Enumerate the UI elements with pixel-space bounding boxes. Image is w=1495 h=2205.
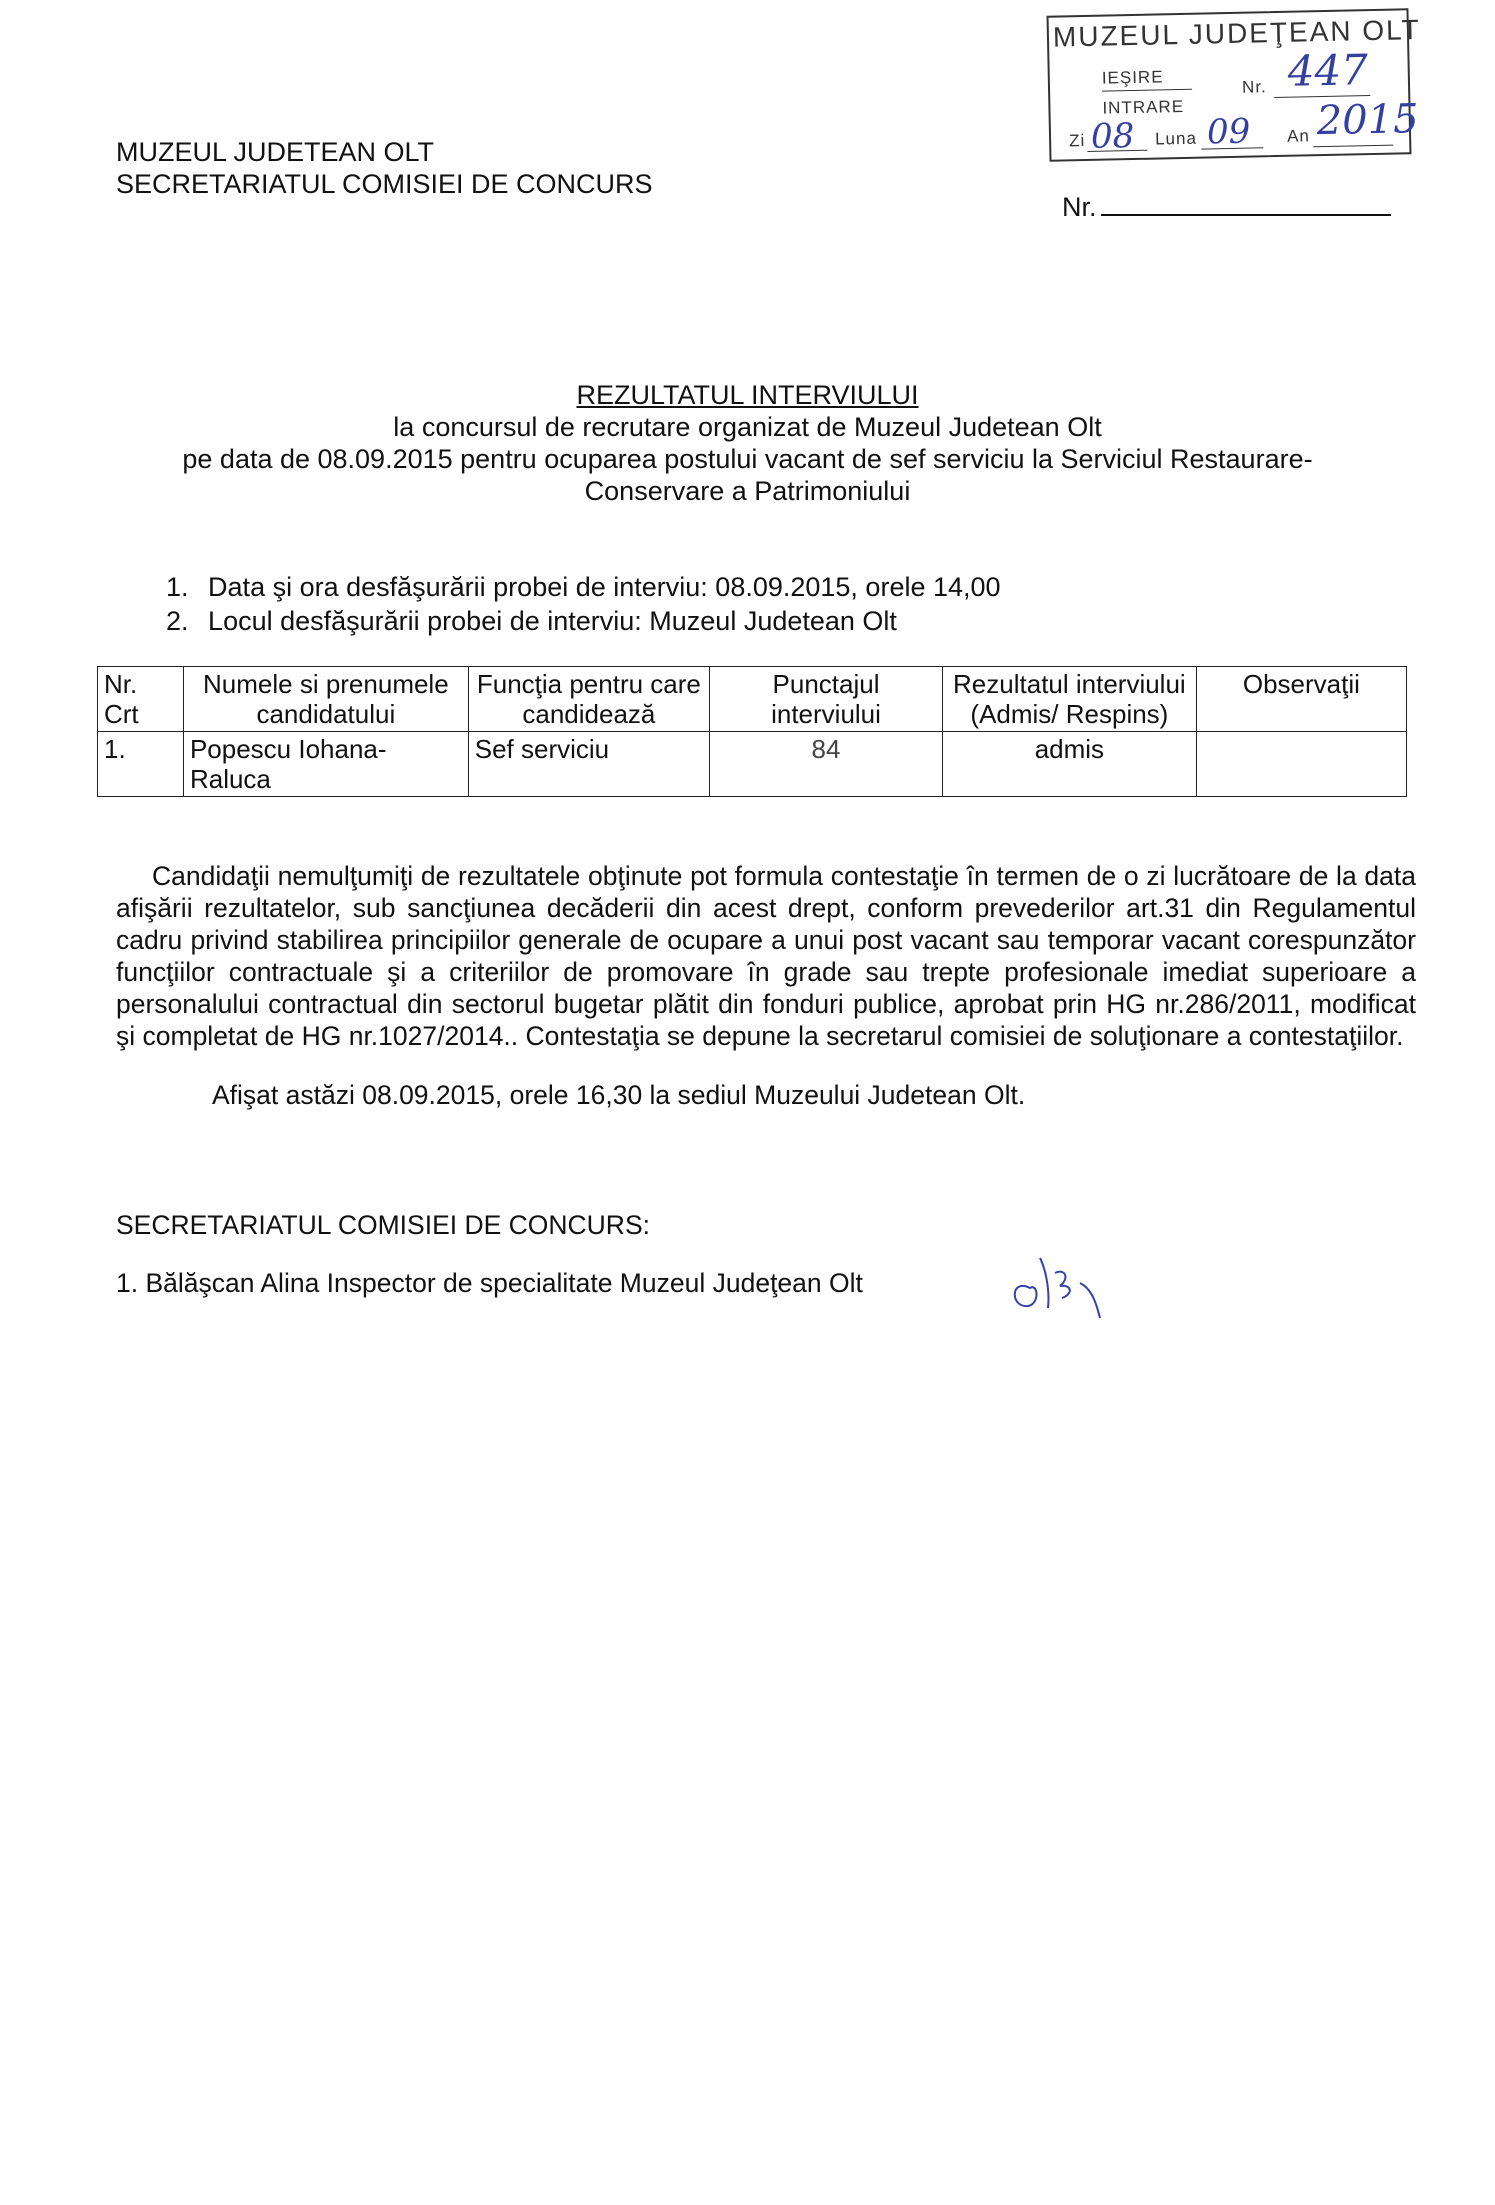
stamp-intrare-label: INTRARE [1102,96,1185,118]
item-1 [166,572,1001,603]
cell-rezultat: admis [943,732,1197,797]
secretariat-heading: SECRETARIATUL COMISIEI DE CONCURS: [116,1210,650,1240]
header-functia: Funcţia pentru care candidează [468,667,709,732]
subtitle-line-2: pe data de 08.09.2015 pentru ocuparea postului vacant de sef serviciu la Serviciul Restaurare- [182,444,1313,474]
header-rezultat: Rezultatul interviului (Admis/ Respins) [943,667,1197,732]
cell-functia: Sef serviciu [468,732,709,797]
item-text: Data şi ora desfăşurării probei de interviu: 08.09.2015, orele 14,00 [208,572,1001,602]
stamp-nr-label: Nr. [1241,77,1267,97]
header-nr: Nr. Crt [98,667,184,732]
cell-nr: 1. [98,732,184,797]
stamp-an-value: 2015 [1316,96,1420,145]
registration-stamp [1047,8,1422,162]
subtitle-line-3: Conservare a Patrimoniului [584,476,911,506]
cell-observatii [1196,732,1406,797]
table-header-row [98,667,1407,732]
secretariat-member: 1. Bălăşcan Alina Inspector de specialitate Muzeul Judeţean Olt [116,1268,863,1298]
document-number-label: Nr. [1062,192,1097,222]
stamp-divider [1102,89,1192,92]
item-number: 1. [166,572,189,602]
stamp-title: MUZEUL JUDEŢEAN OLT [1052,13,1422,53]
stamp-luna-label: Luna [1154,128,1198,149]
document-number-field [1062,192,1391,223]
header-nume: Numele si prenumele candidatului [183,667,468,732]
page-title: REZULTATUL INTERVIULUI [576,380,919,410]
header-observatii: Observaţii [1196,667,1406,732]
table-row [98,732,1407,797]
item-text: Locul desfăşurării probei de interviu: Muzeul Judetean Olt [208,606,897,636]
stamp-nr-value: 447 [1287,45,1369,96]
subtitle-line-1: la concursul de recrutare organizat de Muzeul Judetean Olt [393,412,1102,442]
header-punctaj: Punctajul interviului [710,667,943,732]
handwritten-signature [1000,1238,1140,1328]
stamp-an-label: An [1286,126,1311,146]
stamp-luna-value: 09 [1206,111,1251,153]
stamp-an-line [1313,145,1393,148]
document-number-line [1101,214,1391,216]
contestation-paragraph: Candidaţii nemulţumiţi de rezultatele obţinute pot formula contestaţie în termen de o zi lucrătoare de la data afişării rezultatelor, sub sancţiunea decăderii din acest drept, conform prevederilor art.31 din Regulamentul cadru privind stabilirea principiilor generale de ocupare a unui post vacant sau temporar vacant corespunzător funcţiilor contractuale şi a criteriilor de promovare în grade sau trepte profesionale imediat superioare a personalului contractual din sectorul bugetar plătit din fonduri publice, aprobat prin HG nr.286/2011, modificat şi completat de HG nr.1027/2014.. Contestaţia se depune la secretarul comisiei de soluţionare a contestaţiilor. [116,861,1416,1051]
stamp-zi-label: Zi [1068,131,1086,151]
item-number: 2. [166,606,189,636]
item-2 [166,606,897,637]
results-table [97,666,1407,797]
stamp-zi-value: 08 [1090,115,1135,157]
department-name: SECRETARIATUL COMISIEI DE CONCURS [116,169,653,199]
cell-punctaj: 84 [710,732,943,797]
posted-notice: Afişat astăzi 08.09.2015, orele 16,30 la sediul Muzeului Judetean Olt. [212,1080,1026,1110]
stamp-iesire-label: IEŞIRE [1101,67,1164,88]
institution-name: MUZEUL JUDETEAN OLT [116,137,435,167]
cell-nume: Popescu Iohana-Raluca [183,732,468,797]
